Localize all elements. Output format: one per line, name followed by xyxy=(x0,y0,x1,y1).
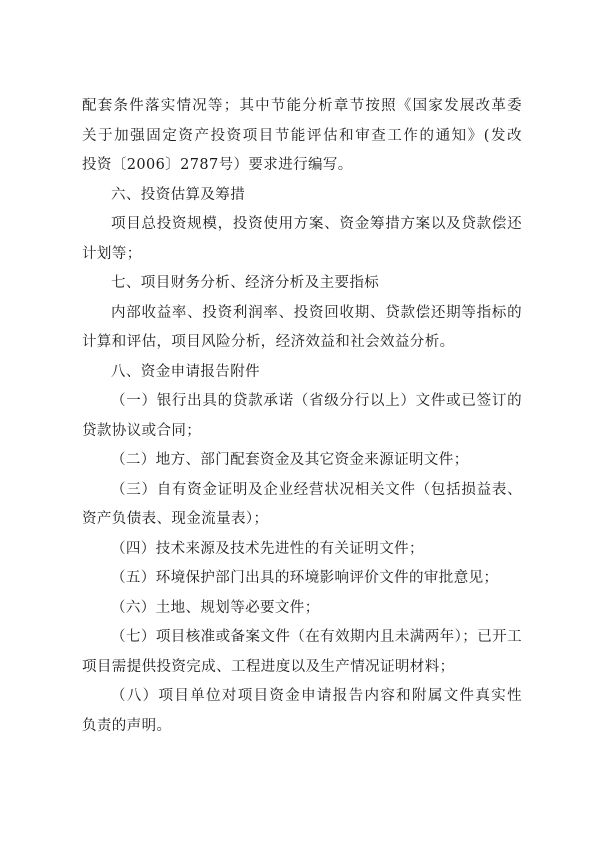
attachment-item-1: （一）银行出具的贷款承诺（省级分行以上）文件或已签订的 xyxy=(111,393,522,409)
attachment-item-3: （三）自有资金证明及企业经营状况相关文件（包括损益表、 xyxy=(111,481,522,498)
paragraph-line: 关于加强固定资产投资项目节能评估和审查工作的通知》(发改 xyxy=(82,127,522,144)
paragraph-line: 配套条件落实情况等；其中节能分析章节按照《国家发展改革委 xyxy=(82,98,522,114)
paragraph-line: 内部收益率、投资利润率、投资回收期、贷款偿还期等指标的 xyxy=(111,304,522,321)
document-body xyxy=(82,92,522,741)
paragraph-line: 贷款协议或合同； xyxy=(82,422,202,439)
paragraph-line: 负责的声明。 xyxy=(82,717,172,734)
attachment-item-2: （二）地方、部门配套资金及其它资金来源证明文件； xyxy=(111,452,469,468)
paragraph-line: 计算和评估，项目风险分析，经济效益和社会效益分析。 xyxy=(82,334,455,350)
attachment-item-6: （六）土地、规划等必要文件； xyxy=(111,599,320,616)
paragraph-line: 项目需提供投资完成、工程进度以及生产情况证明材料； xyxy=(82,658,455,675)
paragraph-line: 投资〔2006〕2787号）要求进行编写。 xyxy=(82,157,353,173)
section-heading-8: 八、资金申请报告附件 xyxy=(111,363,260,380)
attachment-item-7: （七）项目核准或备案文件（在有效期内且未满两年）；已开工 xyxy=(111,629,522,645)
attachment-item-8: （八）项目单位对项目资金申请报告内容和附属文件真实性 xyxy=(111,688,522,704)
section-heading-7: 七、项目财务分析、经济分析及主要指标 xyxy=(111,275,380,291)
attachment-item-4: （四）技术来源及技术先进性的有关证明文件； xyxy=(111,540,424,557)
paragraph-line: 资产负债表、现金流量表）； xyxy=(82,511,269,527)
paragraph-line: 项目总投资规模，投资使用方案、资金筹措方案以及贷款偿还 xyxy=(111,216,522,232)
section-heading-6: 六、投资估算及筹措 xyxy=(111,186,246,203)
attachment-item-5: （五）环境保护部门出具的环境影响评价文件的审批意见； xyxy=(111,570,499,586)
paragraph-line: 计划等； xyxy=(82,245,142,262)
